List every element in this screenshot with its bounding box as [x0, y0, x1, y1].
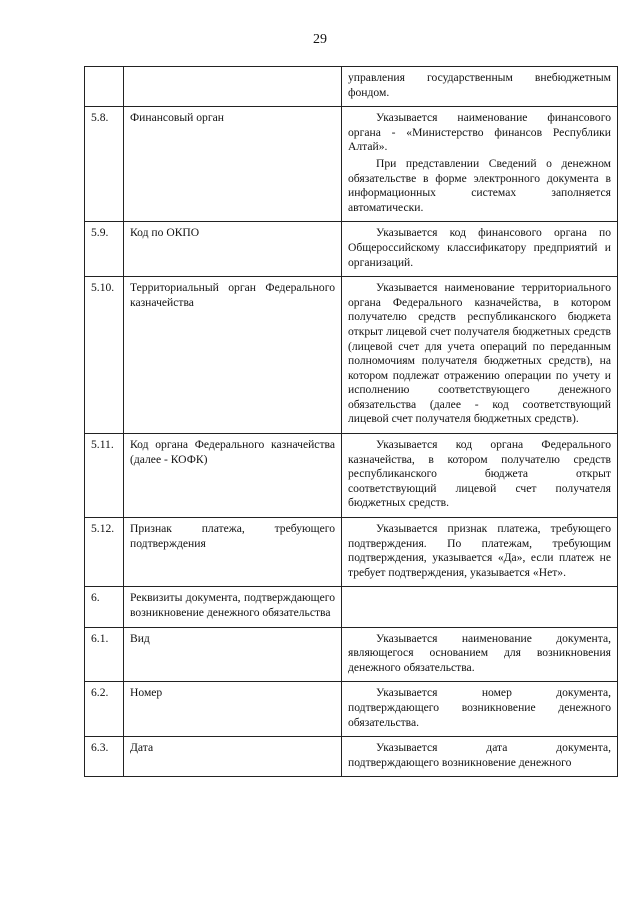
table-row — [85, 277, 618, 434]
field-name: Код органа Федерального казначейства (далее - КОФК) — [124, 434, 342, 518]
row-number: 5.8. — [85, 107, 124, 222]
field-name: Номер — [124, 682, 342, 737]
row-number: 6.2. — [85, 682, 124, 737]
field-name: Код по ОКПО — [124, 222, 342, 277]
table-row — [85, 222, 618, 277]
description-paragraph: Указывается наименование финансового органа - «Министерство финансов Республики Алтай». — [348, 111, 611, 154]
table-body — [85, 67, 618, 777]
row-number: 5.11. — [85, 434, 124, 518]
table-row — [85, 518, 618, 587]
description-paragraph: Указывается код финансового органа по Общероссийскому классификатору предприятий и организаций. — [348, 226, 611, 269]
description-paragraph: Указывается наименование территориального органа Федерального казначейства, в котором получателю средств республиканского бюджета открыт лицевой счет получателя бюджетных средств (лицевой счет для учета операций по переданным полномочиям получателя бюджетных средств), на котором подлежат отражению операции по учету и исполнению соответствующего денежного обязательства (далее - код соответствующий лицевой счет получателя бюджетных средств). — [348, 281, 611, 426]
field-description — [342, 737, 618, 777]
row-number: 5.9. — [85, 222, 124, 277]
field-name — [124, 67, 342, 107]
description-paragraph: Указывается код органа Федерального казначейства, в котором получателю средств республиканского бюджета открыт соответствующий лицевой счет получателя бюджетных средств. — [348, 438, 611, 510]
page-number: 29 — [313, 32, 327, 47]
table-row — [85, 737, 618, 777]
field-description — [342, 107, 618, 222]
row-number — [85, 67, 124, 107]
fields-table — [84, 66, 618, 777]
table-row — [85, 627, 618, 682]
description-paragraph: Указывается наименование документа, являющегося основанием для возникновения денежного обязательства. — [348, 631, 611, 674]
field-description — [342, 627, 618, 682]
table-row — [85, 434, 618, 518]
row-number: 6.1. — [85, 627, 124, 682]
field-name: Территориальный орган Федерального казначейства — [124, 277, 342, 434]
table-row — [85, 107, 618, 222]
field-description — [342, 518, 618, 587]
table-row — [85, 587, 618, 627]
field-description — [342, 434, 618, 518]
field-description — [342, 587, 618, 627]
description-paragraph: Указывается признак платежа, требующего подтверждения. По платежам, требующим подтверждения, указывается «Да», если платеж не требует подтверждения, указывается «Нет». — [348, 522, 611, 579]
field-name: Реквизиты документа, подтверждающего возникновение денежного обязательства — [124, 587, 342, 627]
field-description — [342, 67, 618, 107]
field-description — [342, 682, 618, 737]
row-number: 5.10. — [85, 277, 124, 434]
row-number: 6.3. — [85, 737, 124, 777]
row-number: 5.12. — [85, 518, 124, 587]
description-paragraph: Указывается дата документа, подтверждающего возникновение денежного — [348, 741, 611, 769]
field-description — [342, 277, 618, 434]
table-row — [85, 67, 618, 107]
description-paragraph: управления государственным внебюджетным фондом. — [348, 71, 611, 99]
table-row — [85, 682, 618, 737]
row-number: 6. — [85, 587, 124, 627]
field-name: Дата — [124, 737, 342, 777]
field-name: Признак платежа, требующего подтверждения — [124, 518, 342, 587]
field-name: Финансовый орган — [124, 107, 342, 222]
description-paragraph: При представлении Сведений о денежном обязательстве в форме электронного документа в информационных системах заполняется автоматически. — [348, 156, 611, 214]
field-description — [342, 222, 618, 277]
field-name: Вид — [124, 627, 342, 682]
description-paragraph: Указывается номер документа, подтверждающего возникновение денежного обязательства. — [348, 686, 611, 729]
